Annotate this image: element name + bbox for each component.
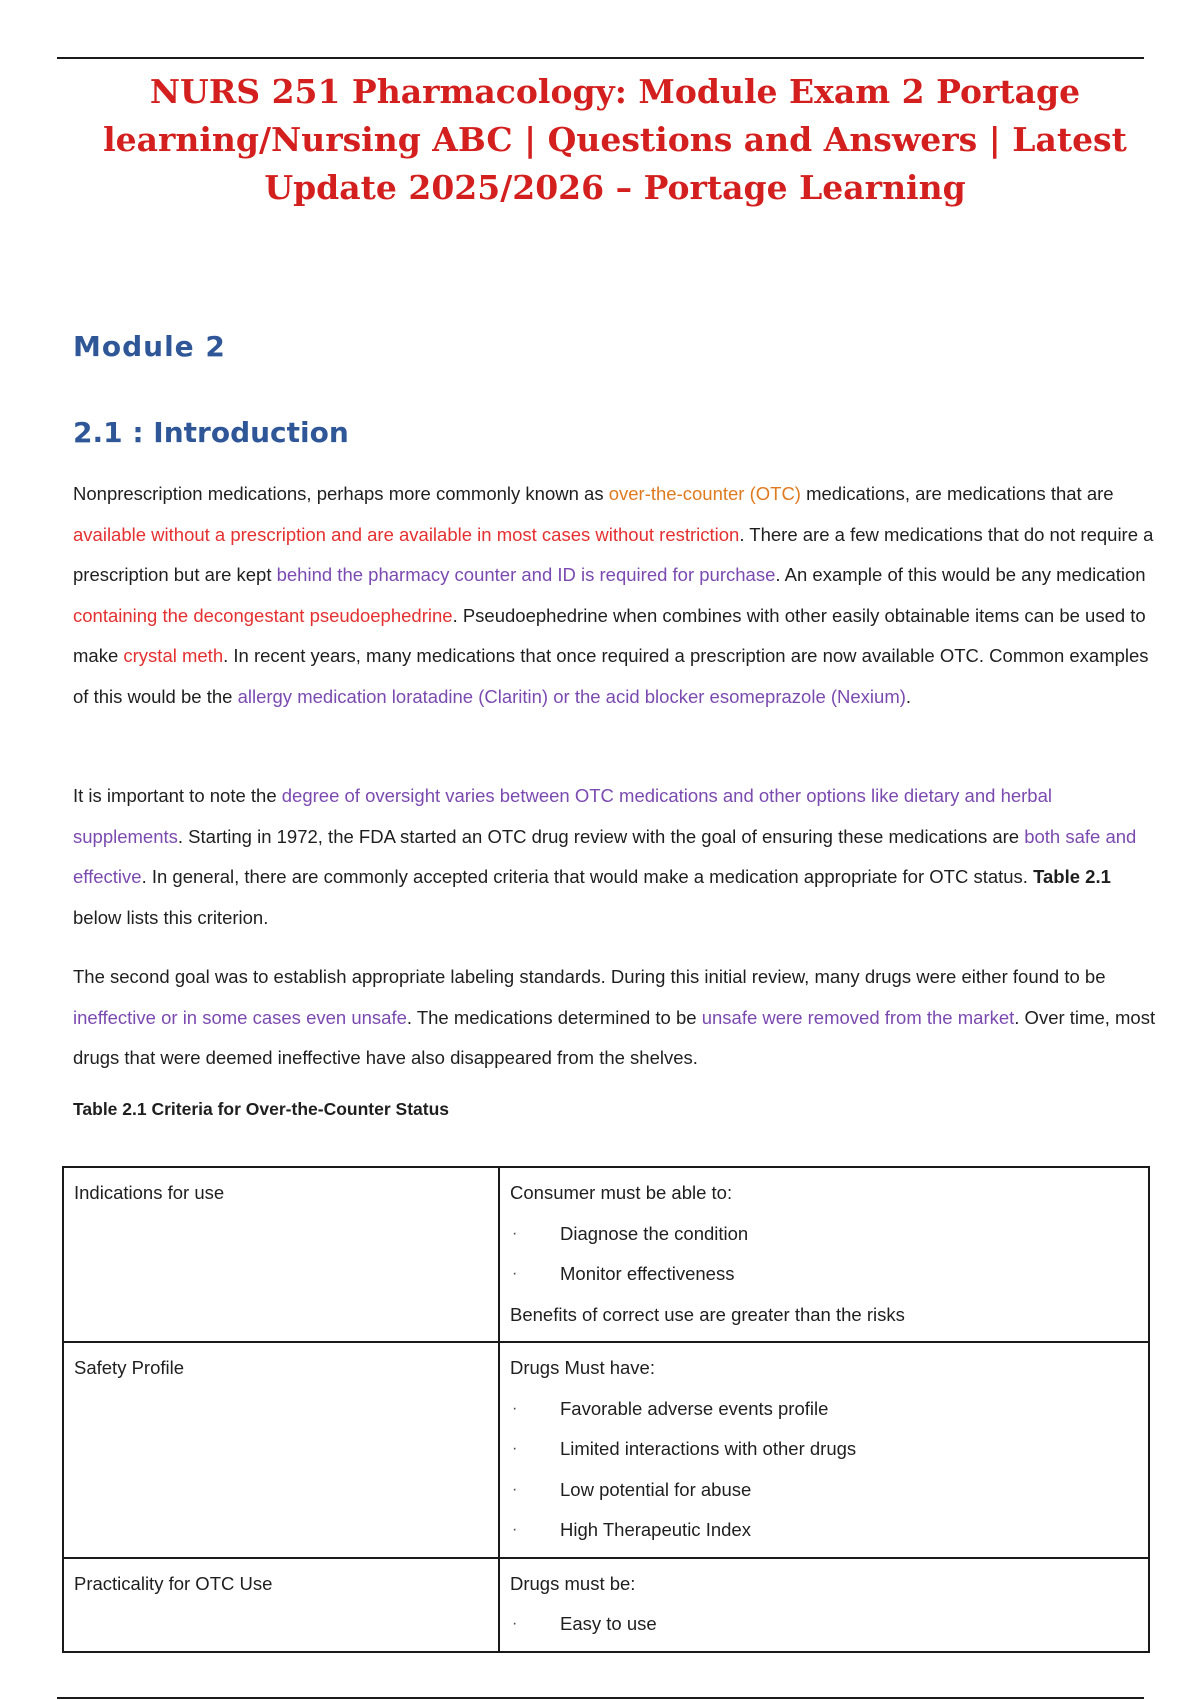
criterion-label: Safety Profile: [74, 1357, 185, 1378]
criterion-cell: [63, 1342, 499, 1558]
table-row: [63, 1342, 1149, 1558]
text-run: . In recent years, many medications that once required a prescription are now available OTC. Common examples of this would be the: [73, 645, 1149, 707]
text-run: .: [905, 685, 912, 707]
document-title: NURS 251 Pharmacology: Module Exam 2 Portage learning/Nursing ABC | Questions and Answers | Latest Update 2025/2026 – Portage Learning: [103, 72, 1127, 207]
table-row: [63, 1167, 1149, 1342]
table-row: [63, 1558, 1149, 1652]
highlight-pseudoephedrine: containing the decongestant pseudoephedrine: [73, 604, 453, 626]
highlight-behind-counter: behind the pharmacy counter and ID is required for purchase: [276, 564, 776, 585]
requirement-bullet: · High Therapeutic Index: [510, 1510, 1138, 1551]
table-reference: Table 2.1: [1033, 866, 1111, 887]
table-caption: Table 2.1 Criteria for Over-the-Counter Status: [73, 1099, 450, 1119]
top-rule: [57, 57, 1144, 59]
requirements-cell: [499, 1167, 1149, 1342]
criterion-label: Indications for use: [74, 1182, 225, 1203]
requirements-intro: Consumer must be able to:: [510, 1182, 733, 1203]
requirements-cell: [499, 1558, 1149, 1652]
criterion-cell: [63, 1167, 499, 1342]
intro-paragraph-2: [73, 776, 1160, 938]
text-run: . Starting in 1972, the FDA started an OTC drug review with the goal of ensuring these medications are: [177, 825, 1025, 847]
text-run: . An example of this would be any medication: [775, 564, 1146, 585]
text-run: . Over time, most drugs that were deemed ineffective have also disappeared from the shelves.: [73, 1006, 1156, 1068]
text-run: medications, are medications that are: [800, 483, 1114, 504]
text-run: . Pseudoephedrine when combines with other easily obtainable items can be used to make: [73, 604, 1146, 666]
requirements-outro: Benefits of correct use are greater than the risks: [510, 1303, 905, 1325]
requirements-intro: Drugs must be:: [510, 1572, 636, 1594]
requirement-bullet: · Low potential for abuse: [510, 1470, 1138, 1511]
highlight-available: available without a prescription and are available in most cases without restriction: [73, 523, 740, 545]
requirement-bullet: · Limited interactions with other drugs: [510, 1429, 1138, 1470]
requirements-cell: [499, 1342, 1149, 1558]
text-run: . The medications determined to be: [406, 1006, 702, 1028]
highlight-examples: allergy medication loratadine (Claritin) or the acid blocker esomeprazole (Nexium): [237, 685, 906, 707]
highlight-ineffective: ineffective or in some cases even unsafe: [73, 1006, 407, 1028]
requirement-bullet: · Favorable adverse events profile: [510, 1389, 1138, 1430]
requirements-intro: Drugs Must have:: [510, 1357, 655, 1378]
text-run: . In general, there are commonly accepted criteria that would make a medication appropriate for OTC status.: [141, 866, 1034, 887]
highlight-removed: unsafe were removed from the market: [701, 1006, 1015, 1028]
criterion-cell: [63, 1558, 499, 1652]
requirement-bullet: · Easy to use: [510, 1604, 1138, 1645]
highlight-oversight: degree of oversight varies between OTC medications and other options like dietary and herbal supplements: [73, 785, 1052, 847]
intro-paragraph-1: [73, 474, 1160, 717]
text-run: Nonprescription medications, perhaps more commonly known as: [73, 483, 609, 504]
otc-criteria-table: [62, 1166, 1150, 1653]
intro-paragraph-3: [73, 957, 1160, 1079]
section-heading: 2.1 : Introduction: [73, 416, 349, 449]
text-run: The second goal was to establish appropriate labeling standards. During this initial review, many drugs were either found to be: [73, 966, 1106, 987]
bottom-rule: [57, 1697, 1144, 1699]
requirement-bullet: · Monitor effectiveness: [510, 1254, 1138, 1295]
text-run: below lists this criterion.: [73, 906, 269, 928]
highlight-crystal-meth: crystal meth: [123, 645, 224, 666]
module-heading: Module 2: [73, 330, 226, 363]
highlight-otc: over-the-counter (OTC): [608, 483, 801, 504]
requirement-bullet: · Diagnose the condition: [510, 1214, 1138, 1255]
text-run: . There are a few medications that do not require a prescription but are kept: [73, 523, 1154, 585]
criterion-label: Practicality for OTC Use: [74, 1572, 273, 1594]
text-run: It is important to note the: [73, 785, 282, 806]
highlight-safe-effective: both safe and effective: [73, 825, 1137, 887]
